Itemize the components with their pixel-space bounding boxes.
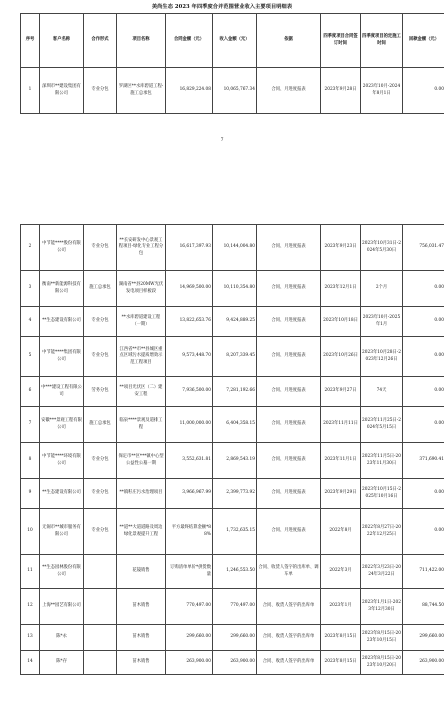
header-form: 合作形式 — [84, 14, 117, 68]
cell-period: 2023年8月15日-2023年10月20日 — [361, 651, 403, 675]
cell-basis: 合同、月进度报表 — [257, 443, 321, 479]
cell-signed: 2023年9月27日 — [321, 377, 361, 407]
cell-no: 4 — [21, 307, 40, 337]
cell-client: **生态建设有限公司 — [40, 479, 84, 509]
cell-basis: 合同、月进度报表 — [257, 509, 321, 555]
cell-period: 2022年3月23日-2024年3月22日 — [361, 555, 403, 589]
cell-client: 中节能****集团有限公司 — [40, 337, 84, 377]
cell-signed: 2023年9月29日 — [321, 479, 361, 509]
cell-period: 2023年10月-2025年1月 — [361, 307, 403, 337]
cell-project: **项目光伏区（二）建安工程 — [117, 377, 166, 407]
cell-project: 苗木销售 — [117, 651, 166, 675]
cell-no: 3 — [21, 271, 40, 307]
header-basis: 依据 — [257, 14, 321, 68]
cell-revenue: 9,424,889.25 — [213, 307, 257, 337]
cell-client: **生态园林股份有限公司 — [40, 555, 84, 589]
cell-received: 0.00 — [403, 68, 444, 114]
cell-revenue: 770,497.00 — [213, 589, 257, 625]
cell-project: 湖南省**县20MW光伏发电项目样板段 — [117, 271, 166, 307]
cell-signed: 2023年9月23日 — [321, 225, 361, 271]
cell-no: 11 — [21, 555, 40, 589]
cell-basis: 合同、月进度报表 — [257, 377, 321, 407]
table-row — [21, 443, 444, 479]
cell-signed: 2023年9月28日 — [321, 68, 361, 114]
cell-form — [84, 555, 117, 589]
cell-contract: 平方最终结算金额*88% — [166, 509, 213, 555]
cell-revenue: 6,404,358.15 — [213, 407, 257, 443]
cell-revenue: 1,732,635.15 — [213, 509, 257, 555]
cell-project: 花镜销售 — [117, 555, 166, 589]
cell-period: 2023年11月25日-2024年5月15日 — [361, 407, 403, 443]
cell-contract: 770,497.00 — [166, 589, 213, 625]
cell-basis: 合同、月进度报表 — [257, 68, 321, 114]
header-no: 序号 — [21, 14, 40, 68]
cell-no: 13 — [21, 625, 40, 651]
header-project: 项目名称 — [117, 14, 166, 68]
cell-project: **道**大道道路及周边绿化景观提升工程 — [117, 509, 166, 555]
cell-no: 10 — [21, 509, 40, 555]
table-row — [21, 555, 444, 589]
header-client: 客户名称 — [40, 14, 84, 68]
cell-no: 12 — [21, 589, 40, 625]
cell-project: 苗木销售 — [117, 589, 166, 625]
cell-contract: 订购清单单价*供货数量 — [166, 555, 213, 589]
cell-received: 0.00 — [403, 407, 444, 443]
cell-received: 0.00 — [403, 377, 444, 407]
cell-project: 苗木销售 — [117, 625, 166, 651]
cell-received: 711,422.00 — [403, 555, 444, 589]
cell-received: 0.00 — [403, 479, 444, 509]
cell-received: 0.00 — [403, 307, 444, 337]
page-number: 7 — [220, 138, 224, 143]
cell-basis: 合同、收货人签字的出库单、调车单 — [257, 555, 321, 589]
cell-contract: 11,000,000.00 — [166, 407, 213, 443]
cell-form: 专业分包 — [84, 68, 117, 114]
cell-basis: 合同、收货人签字的出库单 — [257, 651, 321, 675]
cell-client: **生态建设有限公司 — [40, 307, 84, 337]
cell-revenue: 263,900.00 — [213, 651, 257, 675]
cell-basis: 合同、收货人签字的出库单 — [257, 625, 321, 651]
cell-revenue: 7,281,192.66 — [213, 377, 257, 407]
cell-project: **镇籽庄污水治理项目 — [117, 479, 166, 509]
cell-no: 9 — [21, 479, 40, 509]
cell-contract: 3,552,631.81 — [166, 443, 213, 479]
table-row — [21, 509, 444, 555]
cell-contract: 16,829,224.08 — [166, 68, 213, 114]
header-revenue: 收入金额（元） — [213, 14, 257, 68]
cell-contract: 7,936,500.00 — [166, 377, 213, 407]
table-row — [21, 589, 444, 625]
cell-basis: 合同、月进度报表 — [257, 225, 321, 271]
cell-basis: 合同、月进度报表 — [257, 337, 321, 377]
cell-no: 6 — [21, 377, 40, 407]
cell-project: 临泉****景观及道排工程 — [117, 407, 166, 443]
cell-client: 安徽***景观工程有限公司 — [40, 407, 84, 443]
cell-revenue: 2,399,773.92 — [213, 479, 257, 509]
cell-revenue: 2,869,543.19 — [213, 443, 257, 479]
cell-signed: 2022年8月 — [321, 509, 361, 555]
cell-basis: 合同、收货人签字的出库单 — [257, 589, 321, 625]
cell-period: 2022年8月27日-2022年12月25日 — [361, 509, 403, 555]
cell-period: 2023年10月31日-2024年5月30日 — [361, 225, 403, 271]
cell-revenue: 10,144,004.80 — [213, 225, 257, 271]
cell-no: 1 — [21, 68, 40, 114]
cell-revenue: 1,246,553.50 — [213, 555, 257, 589]
cell-period: 2023年10月15日-2025年10月16日 — [361, 479, 403, 509]
cell-client: 陈*永 — [40, 625, 84, 651]
cell-client: 陈*存 — [40, 651, 84, 675]
cell-signed: 2023年10月18日 — [321, 307, 361, 337]
cell-signed: 2023年11月1日 — [321, 443, 361, 479]
cell-received: 0.00 — [403, 509, 444, 555]
cell-client: 上海**园艺有限公司 — [40, 589, 84, 625]
cell-client: 无锡市**城市服务有限公司 — [40, 509, 84, 555]
cell-project: 江西省**市**县城区重点区域污水提质增效示范工程项目 — [117, 337, 166, 377]
cell-received: 299,660.00 — [403, 625, 444, 651]
cell-period: 2023年10月28日-2023年12月26日 — [361, 337, 403, 377]
cell-signed: 2023年11月11日 — [321, 407, 361, 443]
cell-form — [84, 651, 117, 675]
cell-no: 8 — [21, 443, 40, 479]
cell-contract: 263,900.00 — [166, 651, 213, 675]
cell-form: 专业分包 — [84, 443, 117, 479]
cell-contract: 3,966,967.99 — [166, 479, 213, 509]
table-row — [21, 68, 444, 114]
table-row — [21, 307, 444, 337]
table-row — [21, 337, 444, 377]
cell-period: 2023年8月15日-2023年10月15日 — [361, 625, 403, 651]
cell-received: 0.00 — [403, 271, 444, 307]
cell-form: 专业分包 — [84, 225, 117, 271]
table-row — [21, 625, 444, 651]
cell-period: 2023年10月-2024年8月1日 — [361, 68, 403, 114]
cell-basis: 合同、月进度报表 — [257, 271, 321, 307]
table-header-row — [21, 14, 444, 68]
table-row — [21, 271, 444, 307]
cell-no: 7 — [21, 407, 40, 443]
cell-basis: 合同、月进度报表 — [257, 479, 321, 509]
page-title: 美尚生态 2023 年四季度合并范围营业收入主要项目明细表 — [151, 4, 293, 10]
cell-contract: 14,969,500.00 — [166, 271, 213, 307]
cell-received: 756,031.47 — [403, 225, 444, 271]
cell-signed: 2022年3月 — [321, 555, 361, 589]
cell-client: 深圳市**建设集团有限公司 — [40, 68, 84, 114]
cell-revenue: 10,110,354.80 — [213, 271, 257, 307]
cell-form: 施工总承包 — [84, 271, 117, 307]
cell-signed: 2023年1月 — [321, 589, 361, 625]
revenue-table-page-1 — [20, 13, 444, 114]
cell-no: 14 — [21, 651, 40, 675]
cell-form — [84, 625, 117, 651]
cell-received: 88,744.50 — [403, 589, 444, 625]
cell-signed: 2023年8月15日 — [321, 651, 361, 675]
cell-signed: 2023年10月26日 — [321, 337, 361, 377]
cell-no: 5 — [21, 337, 40, 377]
cell-received: 371,690.41 — [403, 443, 444, 479]
cell-no: 2 — [21, 225, 40, 271]
cell-form: 专业分包 — [84, 509, 117, 555]
header-signed: 四季度项目合同签订时间 — [321, 14, 361, 68]
table-row — [21, 407, 444, 443]
cell-contract: 299,660.00 — [166, 625, 213, 651]
cell-revenue: 8,207,339.45 — [213, 337, 257, 377]
cell-client: 衡南**新能源科技有限公司 — [40, 271, 84, 307]
cell-contract: 9,573,448.70 — [166, 337, 213, 377]
cell-form — [84, 589, 117, 625]
cell-signed: 2023年12月1日 — [321, 271, 361, 307]
cell-project: **水库碧道建设工程（一期） — [117, 307, 166, 337]
header-received: 回款金额（元） — [403, 14, 444, 68]
cell-project: **长安研发中心景观工程项目-绿化专业工程分包 — [117, 225, 166, 271]
cell-revenue: 299,660.00 — [213, 625, 257, 651]
revenue-table-page-2 — [20, 224, 444, 675]
cell-contract: 13,822,653.76 — [166, 307, 213, 337]
cell-project: 罗湖区**水库碧道工程-施工总承包 — [117, 68, 166, 114]
cell-received: 0.00 — [403, 337, 444, 377]
cell-form: 专业分包 — [84, 307, 117, 337]
header-contract: 合同金额（元） — [166, 14, 213, 68]
cell-basis: 合同、月进度报表 — [257, 407, 321, 443]
table-row — [21, 651, 444, 675]
cell-period: 2个月 — [361, 271, 403, 307]
cell-client: 中节能****环境有限公司 — [40, 443, 84, 479]
cell-basis: 合同、月进度报表 — [257, 307, 321, 337]
table-row — [21, 479, 444, 509]
cell-period: 2023年1月1日-2023年12月30日 — [361, 589, 403, 625]
cell-period: 2023年11月5日-2023年11月30日 — [361, 443, 403, 479]
cell-contract: 16,617,397.93 — [166, 225, 213, 271]
table-row — [21, 225, 444, 271]
cell-client: 中***建设工程有限公司 — [40, 377, 84, 407]
cell-signed: 2023年8月15日 — [321, 625, 361, 651]
cell-period: 74天 — [361, 377, 403, 407]
cell-form: 专业分包 — [84, 337, 117, 377]
cell-client: 中节能****股份有限公司 — [40, 225, 84, 271]
header-period: 四季度项目的定施工时间 — [361, 14, 403, 68]
cell-received: 263,900.00 — [403, 651, 444, 675]
cell-revenue: 10,065,767.34 — [213, 68, 257, 114]
cell-project: 保定市**区***镇中心型公益性公墓一期 — [117, 443, 166, 479]
table-row — [21, 377, 444, 407]
cell-form: 劳务分包 — [84, 377, 117, 407]
cell-form: 施工总承包 — [84, 407, 117, 443]
cell-form: 专业分包 — [84, 479, 117, 509]
